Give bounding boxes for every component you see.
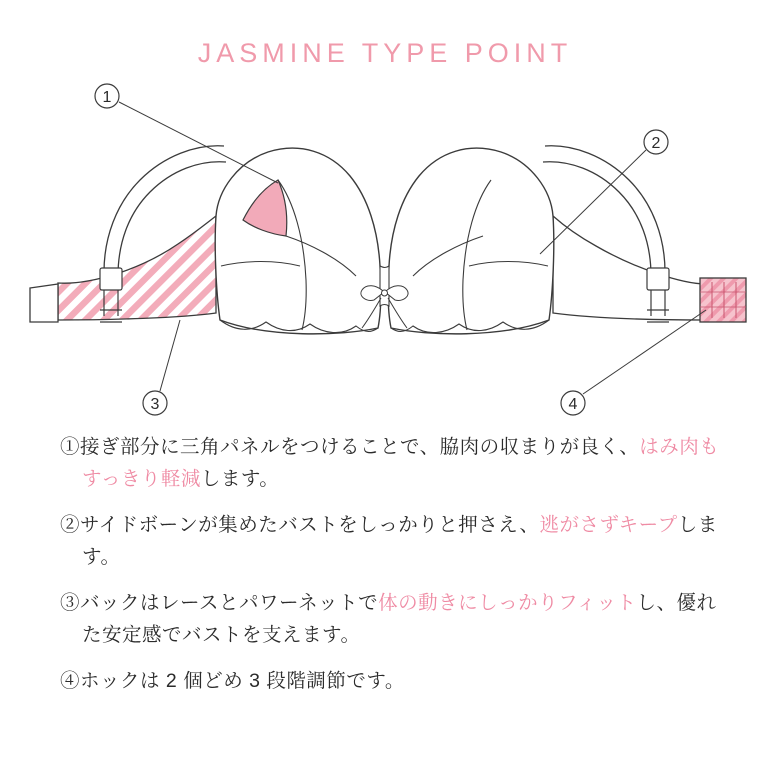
- callout-3: [143, 320, 180, 415]
- notes-list: [60, 432, 720, 713]
- callout-1-label: 1: [102, 89, 112, 106]
- note-3-seg-1: 体の動きにしっかりフィット: [378, 592, 637, 615]
- note-1-marker: ①: [60, 436, 81, 458]
- note-1-seg-1: はみ肉もすっきり軽減: [82, 436, 720, 490]
- note-2-seg-2: します。: [82, 514, 718, 568]
- callout-4: [561, 310, 706, 415]
- callout-2: [540, 130, 668, 254]
- note-1-seg-0: 接ぎ部分に三角パネルをつけることで、脇肉の収まりが良く、: [80, 436, 640, 458]
- note-item-2: [60, 510, 720, 573]
- callout-4-label: 4: [568, 396, 578, 413]
- page-title: JASMINE TYPE POINT: [197, 38, 573, 68]
- bra-illustration: [0, 70, 770, 425]
- note-2-marker: ②: [60, 514, 81, 537]
- note-3-marker: ③: [60, 592, 81, 615]
- note-item-4: [60, 666, 720, 698]
- right-cup: [388, 148, 554, 334]
- note-item-1: [60, 432, 720, 495]
- note-4-seg-0: ホックは 2 個どめ 3 段階調節です。: [80, 670, 405, 693]
- callout-2-label: 2: [651, 135, 661, 152]
- note-2-seg-1: 逃がさずキープ: [539, 514, 678, 537]
- back-band-left: [30, 216, 218, 322]
- note-item-3: [60, 588, 720, 651]
- back-band-right: [553, 216, 706, 320]
- note-3-seg-0: バックはレースとパワーネットで: [80, 592, 379, 615]
- hook-closure: [700, 278, 746, 322]
- left-cup: [215, 148, 381, 334]
- note-2-seg-0: サイドボーンが集めたバストをしっかりと押さえ、: [80, 514, 540, 537]
- note-3-seg-2: し、優れた安定感でバストを支えます。: [82, 592, 717, 646]
- note-1-seg-2: します。: [200, 467, 280, 490]
- callout-3-label: 3: [150, 396, 160, 413]
- note-4-marker: ④: [60, 670, 81, 693]
